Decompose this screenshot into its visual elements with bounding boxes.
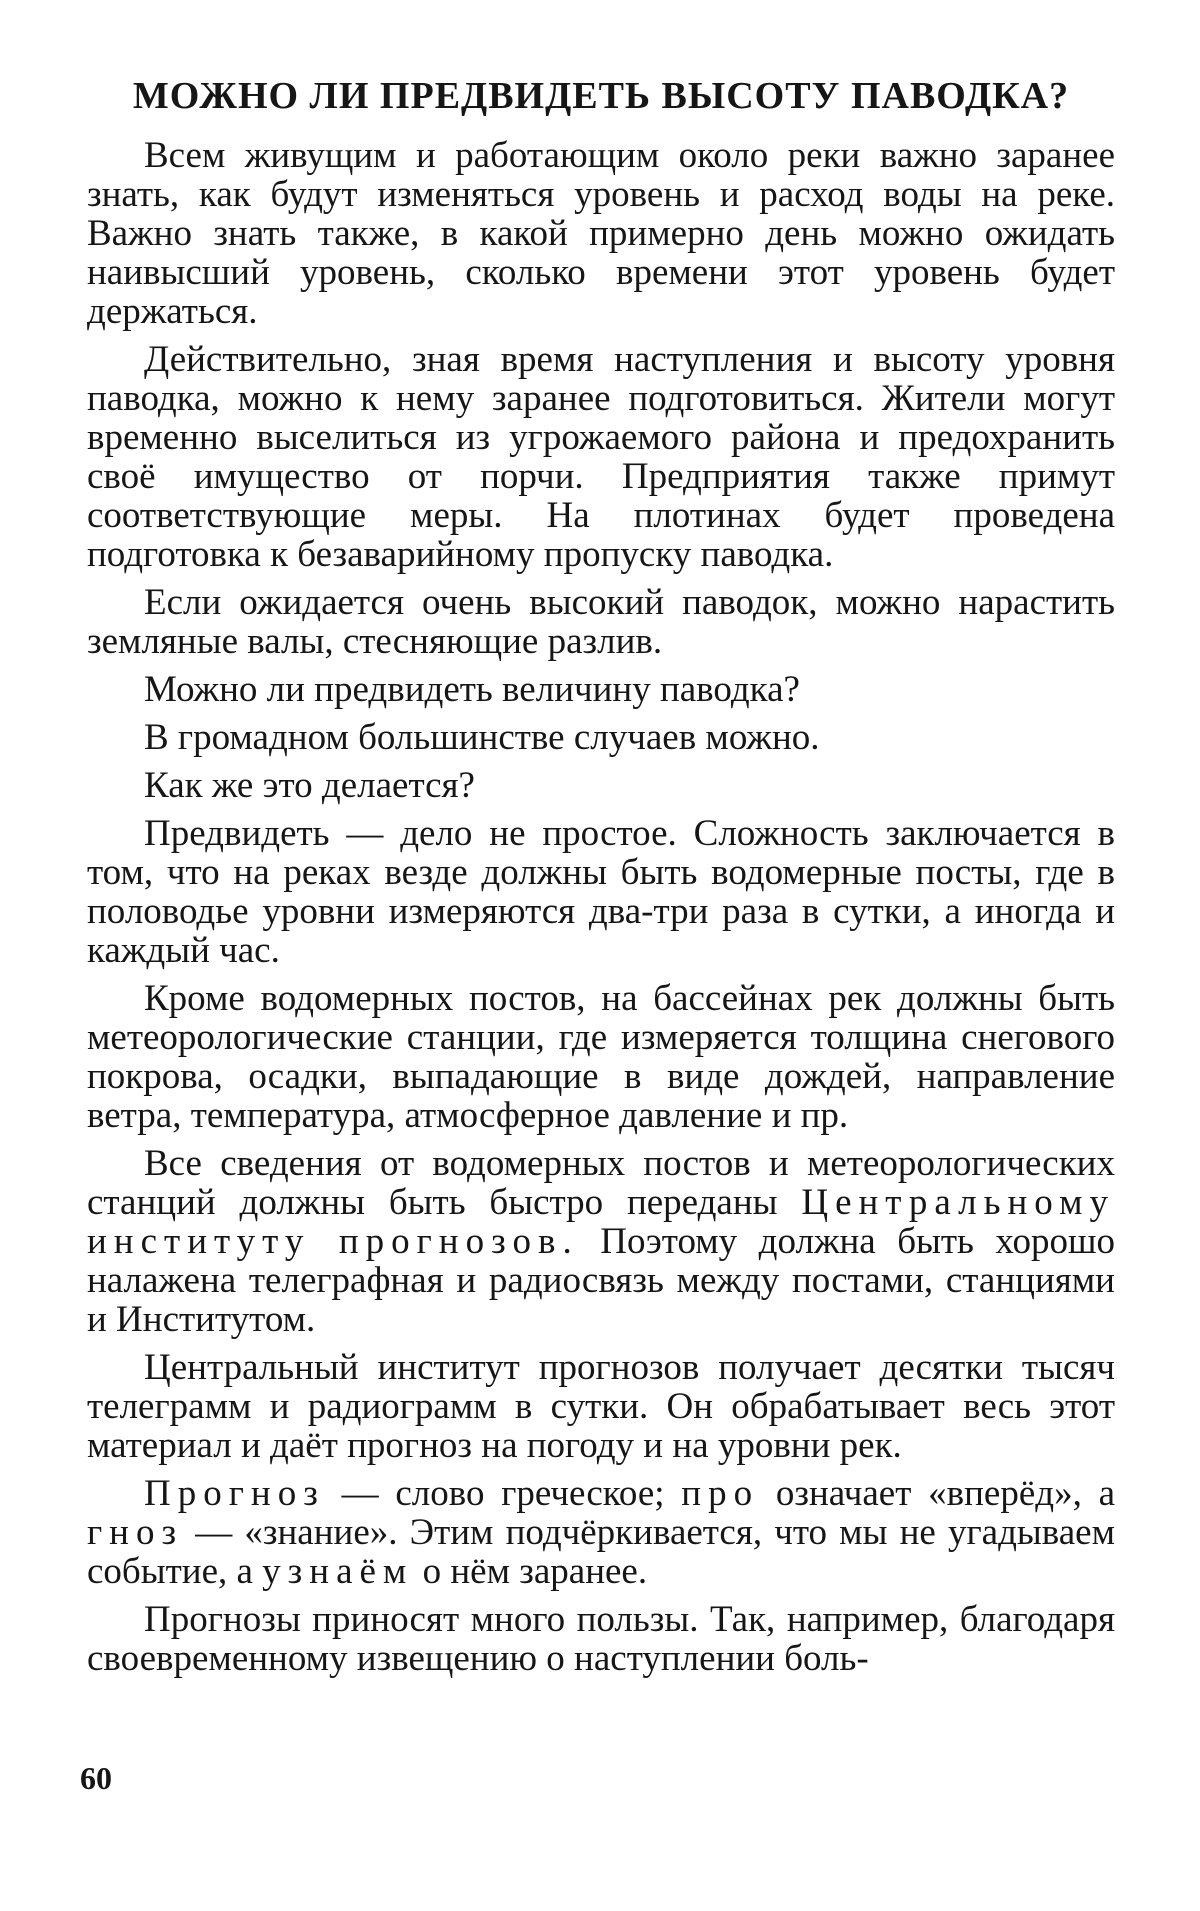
paragraph-2: Действительно, зная время наступления и высоту уровня паводка, можно к нему заранее подготовиться. Жители могут временно выселиться из угрожаемого района и предохранить своё имущество от порчи. Предприятия также примут соответствующие меры. На плотинах будет проведена подготовка к безаварийному пропуску паводка. — [87, 339, 1115, 575]
paragraph-9-end: Поэтому должна быть хорошо налажена телеграфная и радиосвязь между постами, станциями и Институтом. — [87, 1221, 1115, 1340]
paragraph-5: В громадном большинстве случаев можно. — [144, 717, 820, 758]
paragraph-11 — [87, 1474, 1115, 1591]
paragraph-9-start: Все сведения от водомерных постов и метеорологических станций должны быть быстро переданы — [87, 1143, 1115, 1223]
paragraph-11-text-2: означает «вперёд», а — [759, 1473, 1116, 1514]
book-page — [87, 70, 1115, 1687]
paragraph-11-text-3: — «знание». Этим подчёркивается, что мы не угадываем событие, а — [87, 1512, 1115, 1592]
paragraph-12: Прогнозы приносят много пользы. Так, например, благодаря своевременному извещению о наступлении боль- — [87, 1599, 1115, 1679]
paragraph-11-text-1: — слово греческое; — [324, 1473, 682, 1514]
term-pro: про — [681, 1473, 760, 1514]
paragraph-3: Если ожидается очень высокий паводок, можно нарастить земляные валы, стесняющие разлив. — [87, 582, 1115, 662]
paragraph-9 — [87, 1144, 1115, 1339]
paragraph-1: Всем живущим и работающим около реки важно заранее знать, как будут изменяться уровень и расход воды на реке. Важно знать также, в какой примерно день можно ожидать наивысший уровень, сколько времени этот уровень будет держаться. — [87, 135, 1115, 332]
term-prognoz: Прогноз — [144, 1473, 325, 1514]
page-title: МОЖНО ЛИ ПРЕДВИДЕТЬ ВЫСОТУ ПАВОДКА? — [132, 75, 1070, 117]
paragraph-8: Кроме водомерных постов, на бассейнах рек должны быть метеорологические станции, где измеряется толщина снегового покрова, осадки, выпадающие в виде дождей, направление ветра, температура, атмосферное давление и пр. — [87, 978, 1115, 1136]
paragraph-11-text-4: о нём заранее. — [413, 1551, 648, 1592]
page-number: 60 — [80, 1760, 112, 1796]
paragraph-6: Как же это делается? — [144, 765, 475, 806]
paragraph-7: Предвидеть — дело не простое. Сложность заключается в том, что на реках везде должны быть водомерные посты, где в половодье уровни измеряются два-три раза в сутки, а иногда и каждый час. — [87, 813, 1115, 971]
term-uznaem: узнаём — [262, 1551, 414, 1592]
paragraph-4: Можно ли предвидеть величину паводка? — [144, 669, 800, 710]
term-gnoz: гноз — [87, 1512, 184, 1553]
paragraph-10: Центральный институт прогнозов получает десятки тысяч телеграмм и радиограмм в сутки. Он обрабатывает весь этот материал и даёт прогноз на погоду и на уровни рек. — [87, 1347, 1115, 1466]
institute-name-spaced: Центральному институту прогнозов. — [87, 1182, 1116, 1262]
